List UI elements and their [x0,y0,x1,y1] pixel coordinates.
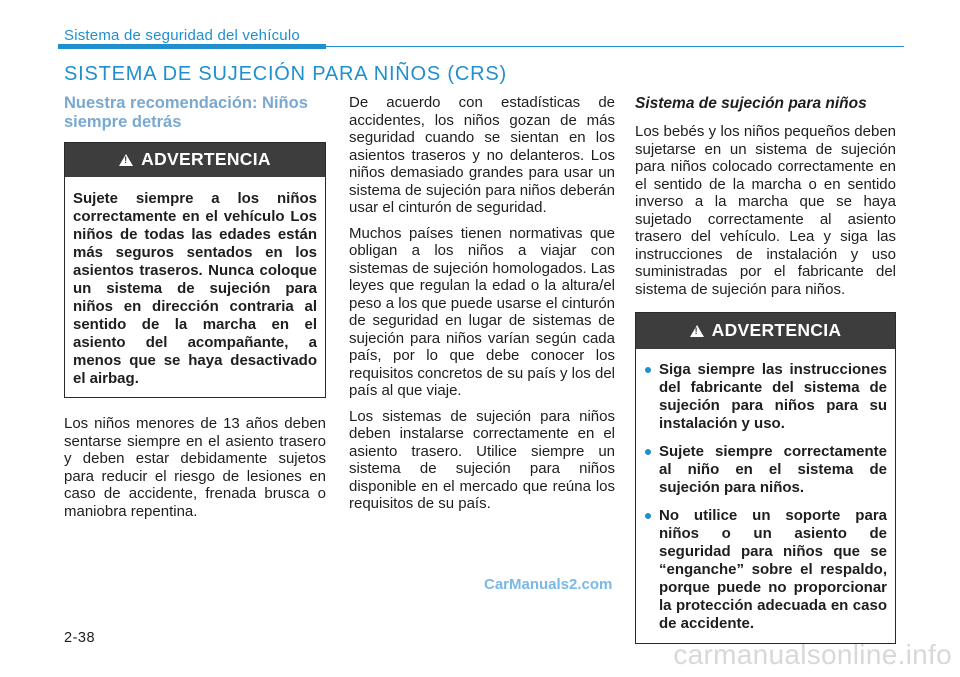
warning-header [636,313,895,349]
paragraph-statistics: De acuerdo con estadísticas de accidentes, los niños gozan de más seguridad cuando se sientan en los asientos traseros y no delanteros. Los niños demasiado grandes para usar un sistema de sujeción para niños deberán usar el cinturón de seguridad. [349,94,615,216]
warning-header [65,143,325,177]
header-accent-bar [58,44,326,49]
warning-title: ADVERTENCIA [711,320,842,341]
warning-item-secure-child: Sujete siempre correctamente al niño en el sistema de sujeción para niños. [644,443,887,497]
column-right [635,94,896,644]
subheading-recommendation: Nuestra recomendación: Niños siempre detrás [64,94,308,131]
paragraph-installation: Los sistemas de sujeción para niños deben instalarse correctamente en el asiento trasero. Utilice siempre un sistema de sujeción para niños disponible en el mercado que reúna los requisitos de su país. [349,407,615,512]
warning-item-no-hook-seat: No utilice un soporte para niños o un asiento de seguridad para niños que se “enganche” sobre el respaldo, porque puede no proporcionar la protección adecuada en caso de accidente. [644,507,887,633]
page-title: SISTEMA DE SUJECIÓN PARA NIÑOS (CRS) [64,63,507,85]
watermark-carmanuals2: CarManuals2.com [484,576,613,593]
warning-list [644,361,887,633]
warning-title: ADVERTENCIA [141,149,271,170]
column-middle [349,94,615,521]
paragraph-infants: Los bebés y los niños pequeños deben sujetarse en un sistema de sujeción para niños colocado correctamente en el sentido de la marcha o en sentido inverso a la marcha que se haya sujetado correctamente al asiento trasero del vehículo. Lea y siga las instrucciones de instalación y uso suministradas por el fabricante del sistema de sujeción para niños. [635,123,896,298]
warning-triangle-icon [119,154,133,166]
warning-box-left [64,142,326,398]
page-number: 2-38 [64,630,96,646]
warning-triangle-icon [690,325,704,337]
watermark-carmanualsonline: carmanualsonline.info [673,639,952,670]
paragraph-rear-seat: Los niños menores de 13 años deben sentarse siempre en el asiento trasero y deben estar debidamente sujetos para reducir el riesgo de lesiones en caso de accidente, frenada brusca o maniobra repentina. [64,415,326,520]
column-left [64,94,326,528]
warning-box-right [635,312,896,644]
header-rule [326,46,904,47]
section-header: Sistema de seguridad del vehículo [64,27,300,44]
warning-text: Sujete siempre a los niños correctamente en el vehículo Los niños de todas las edades están más seguros sentados en los asientos traseros. Nunca coloque un sistema de sujeción para niños en dirección contraria al sentido de la marcha en el asiento del acompañante, a menos que se haya desactivado el airbag. [73,190,317,387]
warning-list-body [636,349,895,633]
paragraph-regulations: Muchos países tienen normativas que obligan a los niños a viajar con sistemas de sujeción homologados. Las leyes que regulan la edad o la altura/el peso a los que puede usarse el cinturón de seguridad en lugar de sistemas de sujeción para niños varían según cada país, por lo que debe conocer los requisitos concretos de su país y los del país al que viaje. [349,224,616,399]
warning-item-instructions: Siga siempre las instrucciones del fabricante del sistema de sujeción para niños para su instalación y uso. [644,361,887,433]
subheading-child-restraint: Sistema de sujeción para niños [635,95,867,112]
